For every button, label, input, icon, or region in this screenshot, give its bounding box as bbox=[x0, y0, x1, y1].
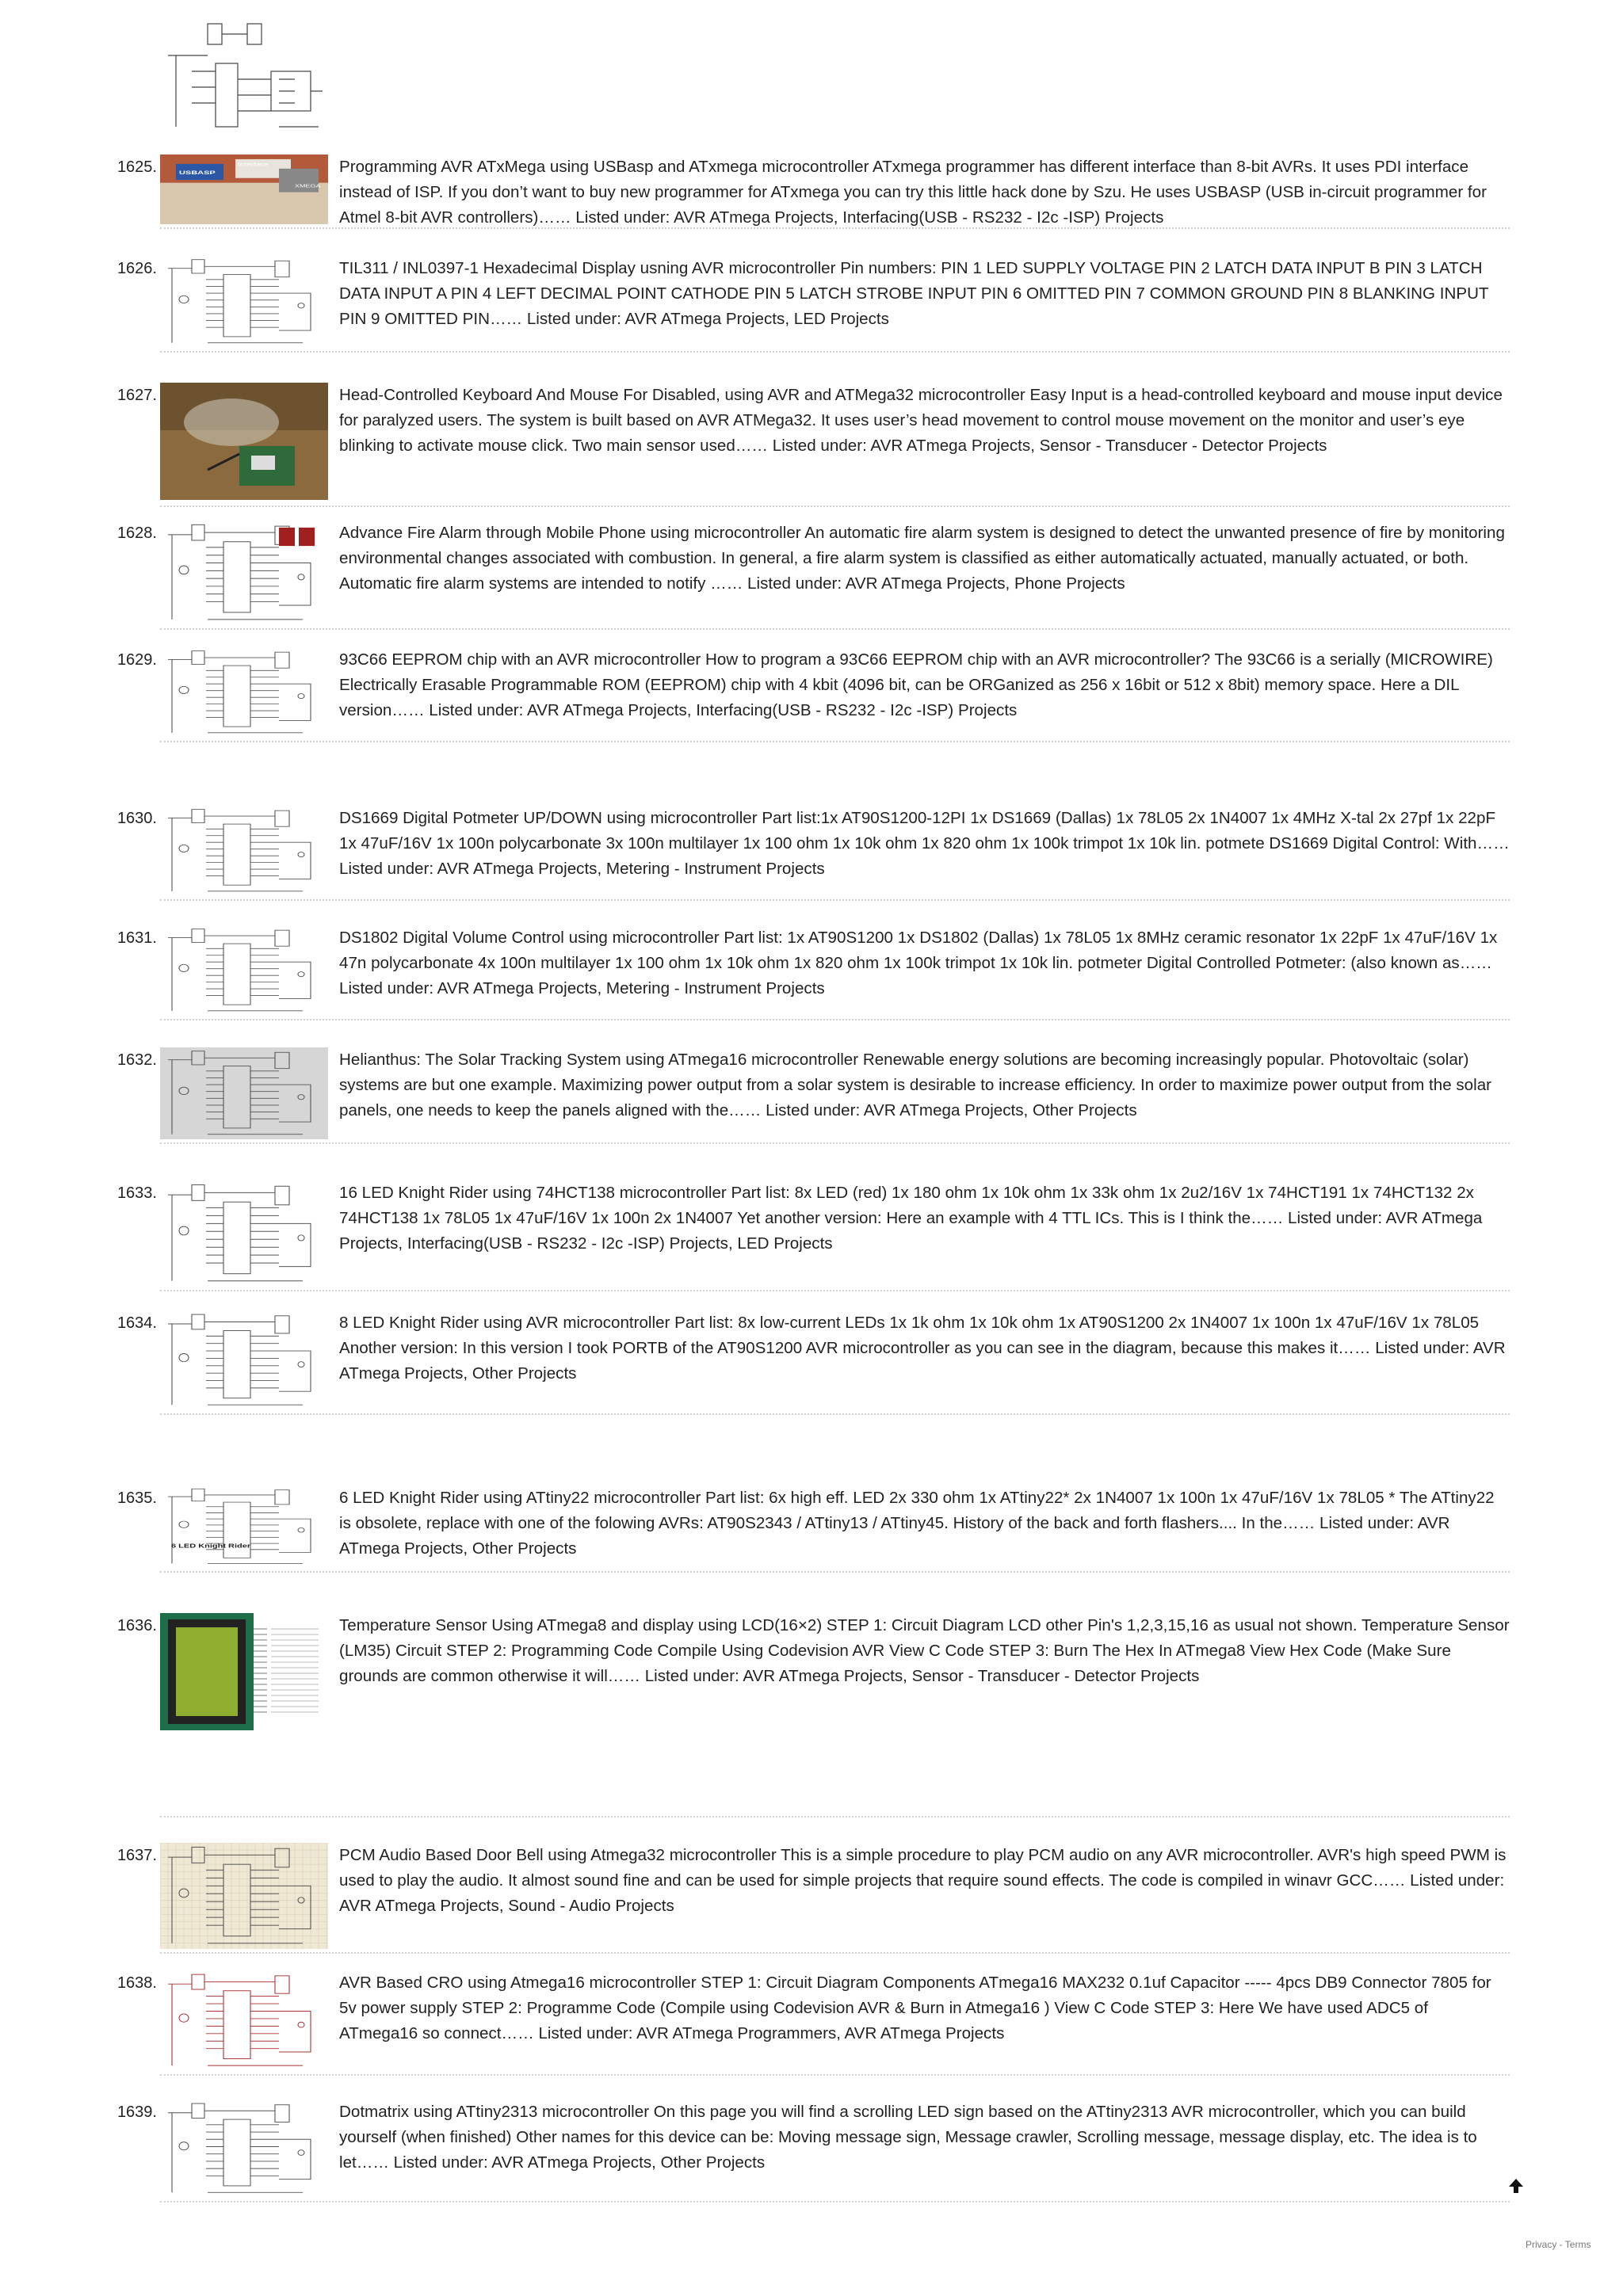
list-item bbox=[111, 1180, 1510, 1291]
project-description-link[interactable]: 8 LED Knight Rider using AVR microcontroller Part list: 8x low-current LEDs 1x 1k ohm 1x 10k ohm 1x AT90S1200 2x 1N4007 1x 100n 1x 47uF/16V 1x 78L05 Another version: In this version I took PORTB of the AT90S1200 AVR microcontroller as you can see in the diagram, because this makes it…… Listed under: AVR ATmega Projects, Other Projects bbox=[339, 1314, 1506, 1383]
list-item bbox=[111, 1047, 1510, 1144]
item-number: 1627. bbox=[116, 387, 157, 404]
privacy-link[interactable]: Privacy bbox=[1526, 2239, 1557, 2250]
project-description-link[interactable]: Advance Fire Alarm through Mobile Phone using microcontroller An automatic fire alarm system is designed to detect the unwanted presence of fire by monitoring environmental changes associated with combustion. In general, a fire alarm system is classified as either automatically actuated, manually actuated, or both. Automatic fire alarm systems are intended to notify …… Listed under: AVR ATmega Projects, Phone Projects bbox=[339, 524, 1505, 593]
item-number: 1632. bbox=[116, 1051, 157, 1069]
circuit-thumbnail-icon[interactable] bbox=[160, 2100, 328, 2198]
item-number: 1635. bbox=[116, 1489, 157, 1507]
back-to-top-button[interactable] bbox=[1503, 2172, 1529, 2199]
project-description-link[interactable]: TIL311 / INL0397-1 Hexadecimal Display usning AVR microcontroller Pin numbers: PIN 1 LED SUPPLY VOLTAGE PIN 2 LATCH DATA INPUT B PIN 3 LATCH DATA INPUT A PIN 4 LEFT DECIMAL POINT CATHODE PIN 5 LATCH STROBE INPUT PIN 6 OMITTED PIN 7 COMMON GROUND PIN 8 BLANKING INPUT PIN 9 OMITTED PIN…… Listed under: AVR ATmega Projects, LED Projects bbox=[339, 259, 1489, 328]
divider bbox=[160, 2201, 1510, 2203]
circuit-thumbnail-icon[interactable] bbox=[160, 1843, 328, 1949]
list-item bbox=[111, 1486, 1510, 1573]
item-number: 1628. bbox=[116, 524, 157, 542]
divider bbox=[160, 1019, 1510, 1020]
divider bbox=[160, 1413, 1510, 1415]
footer-links bbox=[1526, 2239, 1591, 2250]
divider bbox=[160, 628, 1510, 630]
terms-link[interactable]: Terms bbox=[1564, 2239, 1591, 2250]
divider bbox=[160, 1142, 1510, 1144]
divider bbox=[160, 899, 1510, 901]
project-description-link[interactable]: Dotmatrix using ATtiny2313 microcontroller On this page you will find a scrolling LED sign based on the ATtiny2313 AVR microcontroller, which you can build yourself (when finished) Other names for this device can be: Moving message sign, Message crawler, Scrolling message, message display, etc. The idea is to let…… Listed under: AVR ATmega Projects, Other Projects bbox=[339, 2103, 1477, 2172]
project-description-link[interactable]: 6 LED Knight Rider using ATtiny22 microcontroller Part list: 6x high eff. LED 2x 330 ohm 1x ATtiny22* 2x 1N4007 1x 100n 1x 47uF/16V 1x 78L05 * The ATtiny22 is obsolete, replace with one of the folowing AVRs: AT90S2343 / ATtiny13 / ATtiny45. History of the back and forth flashers.... In the…… Listed under: AVR ATmega Projects, Other Projects bbox=[339, 1489, 1495, 1558]
list-item bbox=[111, 154, 1510, 229]
item-number: 1631. bbox=[116, 929, 157, 947]
list-item bbox=[111, 647, 1510, 742]
circuit-thumbnail-icon[interactable] bbox=[160, 1180, 328, 1287]
divider bbox=[160, 227, 1510, 229]
list-item bbox=[111, 1613, 1510, 1817]
divider bbox=[160, 505, 1510, 507]
item-number: 1626. bbox=[116, 260, 157, 277]
svg-text:XMEGA: XMEGA bbox=[295, 183, 321, 189]
divider bbox=[160, 1952, 1510, 1954]
circuit-thumbnail-icon[interactable] bbox=[160, 1970, 328, 2071]
project-description-link[interactable]: PCM Audio Based Door Bell using Atmega32 microcontroller This is a simple procedure to play PCM audio on any AVR microcontroller. AVR's high speed PWM is used to play the audio. It almost sound fine and can be used for simple projects that require sound effects. The code is compiled in winavr GCC…… Listed under: AVR ATmega Projects, Sound - Audio Projects bbox=[339, 1846, 1507, 1915]
item-number: 1625. bbox=[116, 158, 157, 176]
list-item bbox=[111, 383, 1510, 507]
divider bbox=[160, 1290, 1510, 1291]
divider bbox=[160, 1571, 1510, 1573]
list-item bbox=[111, 1970, 1510, 2076]
svg-text:Interface: Interface bbox=[238, 162, 269, 167]
circuit-thumbnail-icon[interactable] bbox=[160, 1047, 328, 1139]
divider bbox=[160, 351, 1510, 353]
item-number: 1629. bbox=[116, 651, 157, 669]
list-item bbox=[111, 1310, 1510, 1415]
list-item bbox=[111, 256, 1510, 353]
list-item bbox=[111, 925, 1510, 1020]
project-description-link[interactable]: Temperature Sensor Using ATmega8 and display using LCD(16×2) STEP 1: Circuit Diagram LCD other Pin's 1,2,3,15,16 as usual not shown. Temperature Sensor (LM35) Circuit STEP 2: Programming Code Compile Using Codevision AVR View C Code STEP 3: Burn The Hex In ATmega8 View Hex Code (Make Sure grounds are common otherwise it will…… Listed under: AVR ATmega Projects, Sensor - Transducer - Detector Projects bbox=[339, 1616, 1510, 1685]
circuit-thumbnail-icon[interactable] bbox=[160, 925, 328, 1016]
circuit-thumbnail-icon[interactable] bbox=[160, 806, 328, 896]
item-number: 1639. bbox=[116, 2103, 157, 2121]
project-description-link[interactable]: DS1669 Digital Potmeter UP/DOWN using microcontroller Part list:1x AT90S1200-12PI 1x DS1669 (Dallas) 1x 78L05 2x 1N4007 1x 4MHz X-tal 2x 27pf 1x 22pF 1x 47uF/16V 1x 100n polycarbonate 3x 100n multilayer 1x 100 ohm 1x 10k ohm 1x 820 ohm 1x 100k trimpot 1x 10k lin. potmete DS1669 Digital Control: With…… Listed under: AVR ATmega Projects, Metering - Instrument Projects bbox=[339, 809, 1510, 878]
list-item bbox=[111, 2100, 1510, 2203]
item-number: 1634. bbox=[116, 1314, 157, 1332]
list-item bbox=[111, 521, 1510, 630]
project-description-link[interactable]: Helianthus: The Solar Tracking System using ATmega16 microcontroller Renewable energy solutions are becoming increasingly popular. Photovoltaic (solar) systems are but one example. Maximizing power output from a solar system is desirable to increase efficiency. In order to maximize power output from the solar panels, one needs to keep the panels aligned with the…… Listed under: AVR ATmega Projects, Other Projects bbox=[339, 1051, 1492, 1119]
project-description-link[interactable]: 16 LED Knight Rider using 74HCT138 microcontroller Part list: 8x LED (red) 1x 180 ohm 1x 10k ohm 1x 33k ohm 1x 2u2/16V 1x 74HCT191 1x 74HCT132 2x 74HCT138 1x 78L05 1x 47uF/16V 1x 100n 2x 1N4007 Yet another version: Here an example with 4 TTL ICs. This is I think the…… Listed under: AVR ATmega Projects, Interfacing(USB - RS232 - I2c -ISP) Projects, LED Projects bbox=[339, 1184, 1483, 1253]
list-item bbox=[111, 806, 1510, 901]
circuit-thumbnail-icon[interactable] bbox=[160, 521, 328, 625]
item-number: 1630. bbox=[116, 810, 157, 827]
item-number: 1637. bbox=[116, 1847, 157, 1864]
project-description-link[interactable]: Head-Controlled Keyboard And Mouse For Disabled, using AVR and ATMega32 microcontroller Easy Input is a head-controlled keyboard and mouse input device for paralyzed users. The system is built based on AVR ATMega32. It uses user’s head movement to control mouse movement on the monitor and user’s eye blinking to activate mouse click. Two main sensor used…… Listed under: AVR ATmega Projects, Sensor - Transducer - Detector Projects bbox=[339, 386, 1503, 455]
circuit-thumbnail-icon[interactable] bbox=[160, 647, 328, 738]
circuit-thumbnail-icon[interactable] bbox=[160, 256, 328, 348]
svg-text:USBASP: USBASP bbox=[179, 170, 216, 176]
svg-text:6 LED Knight Rider: 6 LED Knight Rider bbox=[171, 1543, 251, 1550]
item-number: 1638. bbox=[116, 1974, 157, 1992]
circuit-thumbnail-icon[interactable] bbox=[160, 1486, 328, 1568]
project-description-link[interactable]: AVR Based CRO using Atmega16 microcontroller STEP 1: Circuit Diagram Components ATmega16 MAX232 0.1uf Capacitor ----- 4pcs DB9 Connector 7805 for 5v power supply STEP 2: Programme Code (Compile using Codevision AVR & Burn in Atmega16 ) View C Code STEP 3: Here We have used ADC5 of ATmega16 so connect…… Listed under: AVR ATmega Programmers, AVR ATmega Projects bbox=[339, 1974, 1491, 2042]
project-description-link[interactable]: 93C66 EEPROM chip with an AVR microcontroller How to program a 93C66 EEPROM chip with an AVR microcontroller? The 93C66 is a serially (MICROWIRE) Electrically Erasable Programmable ROM (EEPROM) chip with 4 kbit (4096 bit, can be ORGanized as 256 x 16bit or 512 x 8bit) memory space. Here a DIL version…… Listed under: AVR ATmega Projects, Interfacing(USB - RS232 - I2c -ISP) Projects bbox=[339, 650, 1493, 719]
footer-separator: - bbox=[1556, 2239, 1565, 2250]
list-item bbox=[111, 1843, 1510, 1954]
circuit-thumbnail-icon[interactable] bbox=[160, 154, 328, 224]
divider bbox=[160, 1816, 1510, 1817]
project-description-link[interactable]: DS1802 Digital Volume Control using microcontroller Part list: 1x AT90S1200 1x DS1802 (Dallas) 1x 78L05 1x 8MHz ceramic resonator 1x 22pF 1x 47uF/16V 1x 47n polycarbonate 4x 100n multilayer 1x 100 ohm 1x 10k ohm 1x 820 ohm 1x 100k trimpot 1x 10k lin. potmeter Digital Controlled Potmeter: (also known as…… Listed under: AVR ATmega Projects, Metering - Instrument Projects bbox=[339, 929, 1498, 997]
project-description-link[interactable]: Programming AVR ATxMega using USBasp and ATxmega microcontroller ATxmega programmer has different interface than 8-bit AVRs. It uses PDI interface instead of ISP. If you don’t want to buy new programmer for ATxmega you can try this little hack done by Szu. He uses USBASP (USB in-circuit programmer for Atmel 8-bit AVR controllers)…… Listed under: AVR ATmega Projects, Interfacing(USB - RS232 - I2c -ISP) Projects bbox=[339, 158, 1487, 227]
divider bbox=[160, 2074, 1510, 2076]
item-number: 1633. bbox=[116, 1184, 157, 1202]
circuit-thumbnail-icon[interactable] bbox=[160, 1613, 328, 1730]
top-partial-thumbnail[interactable] bbox=[160, 16, 327, 143]
divider bbox=[160, 741, 1510, 742]
circuit-thumbnail-icon[interactable] bbox=[160, 383, 328, 500]
circuit-thumbnail-icon[interactable] bbox=[160, 1310, 328, 1410]
item-number: 1636. bbox=[116, 1617, 157, 1634]
arrow-up-icon bbox=[1507, 2176, 1526, 2195]
